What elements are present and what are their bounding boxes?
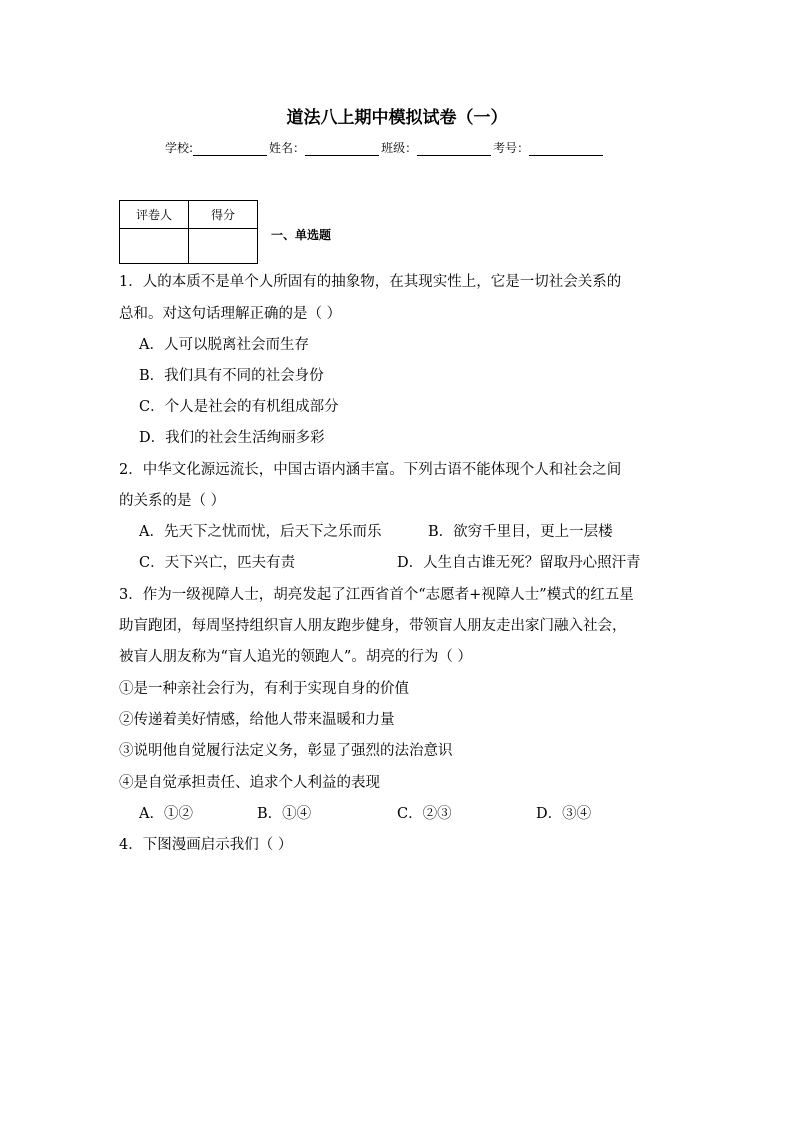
question-1-option-d: D．我们的社会生活绚丽多彩 bbox=[139, 430, 325, 446]
question-2-line-1: 2．中华文化源远流长，中国古语内涵丰富。下列古语不能体现个人和社会之间 bbox=[119, 462, 622, 478]
question-3-statement-3: ③说明他自觉履行法定义务，彰显了强烈的法治意识 bbox=[119, 743, 453, 759]
question-3-option-d: D．③④ bbox=[536, 806, 592, 822]
section-title: 一、单选题 bbox=[271, 228, 332, 242]
question-1-line-1: 1．人的本质不是单个人所固有的抽象物，在其现实性上，它是一切社会关系的 bbox=[119, 274, 622, 290]
question-2-option-c: C．天下兴亡，匹夫有责 bbox=[139, 555, 296, 571]
question-1-option-a: A．人可以脱离社会而生存 bbox=[139, 337, 309, 353]
page-title: 道法八上期中模拟试卷（一） bbox=[286, 108, 508, 128]
score-header: 得分 bbox=[189, 201, 258, 229]
question-3-statement-2: ②传递着美好情感，给他人带来温暖和力量 bbox=[119, 712, 395, 728]
question-3-statement-4: ④是自觉承担责任、追求个人利益的表现 bbox=[119, 775, 380, 791]
name-label: 姓名： bbox=[269, 141, 306, 155]
question-2-option-d: D．人生自古谁无死？留取丹心照汗青 bbox=[397, 555, 641, 571]
question-3-statement-1: ①是一种亲社会行为，有利于实现自身的价值 bbox=[119, 681, 409, 697]
name-blank[interactable] bbox=[305, 143, 379, 156]
question-2-option-a: A．先天下之忧而忧，后天下之乐而乐 bbox=[139, 524, 382, 540]
question-3-option-a: A．①② bbox=[139, 806, 193, 822]
grader-cell[interactable] bbox=[120, 229, 189, 264]
exam-no-label: 考号： bbox=[493, 141, 530, 155]
class-blank[interactable] bbox=[417, 143, 491, 156]
grader-header: 评卷人 bbox=[120, 201, 189, 229]
question-1-line-2: 总和。对这句话理解正确的是（ ） bbox=[119, 306, 342, 322]
question-1-option-b: B．我们具有不同的社会身份 bbox=[139, 368, 324, 384]
question-2-option-b: B．欲穷千里目，更上一层楼 bbox=[428, 524, 613, 540]
question-3-line-2: 助盲跑团，每周坚持组织盲人朋友跑步健身，带领盲人朋友走出家门融入社会， bbox=[119, 618, 627, 634]
class-label: 班级： bbox=[381, 141, 418, 155]
question-3-option-b: B．①④ bbox=[257, 806, 312, 822]
question-2-line-2: 的关系的是（ ） bbox=[119, 493, 226, 509]
score-cell[interactable] bbox=[189, 229, 258, 264]
student-info-row bbox=[165, 139, 605, 156]
exam-no-blank[interactable] bbox=[529, 143, 603, 156]
question-3-line-3: 被盲人朋友称为“盲人追光的领跑人”。胡亮的行为（ ） bbox=[119, 649, 472, 665]
score-table bbox=[119, 200, 258, 264]
question-3-option-c: C．②③ bbox=[397, 806, 452, 822]
question-3-line-1: 3．作为一级视障人士，胡亮发起了江西省首个“志愿者+视障人士”模式的红五星 bbox=[119, 587, 634, 603]
school-blank[interactable] bbox=[193, 143, 267, 156]
question-4-line-1: 4．下图漫画启示我们（ ） bbox=[119, 837, 293, 853]
question-1-option-c: C．个人是社会的有机组成部分 bbox=[139, 399, 339, 415]
school-label: 学校: bbox=[165, 141, 194, 155]
